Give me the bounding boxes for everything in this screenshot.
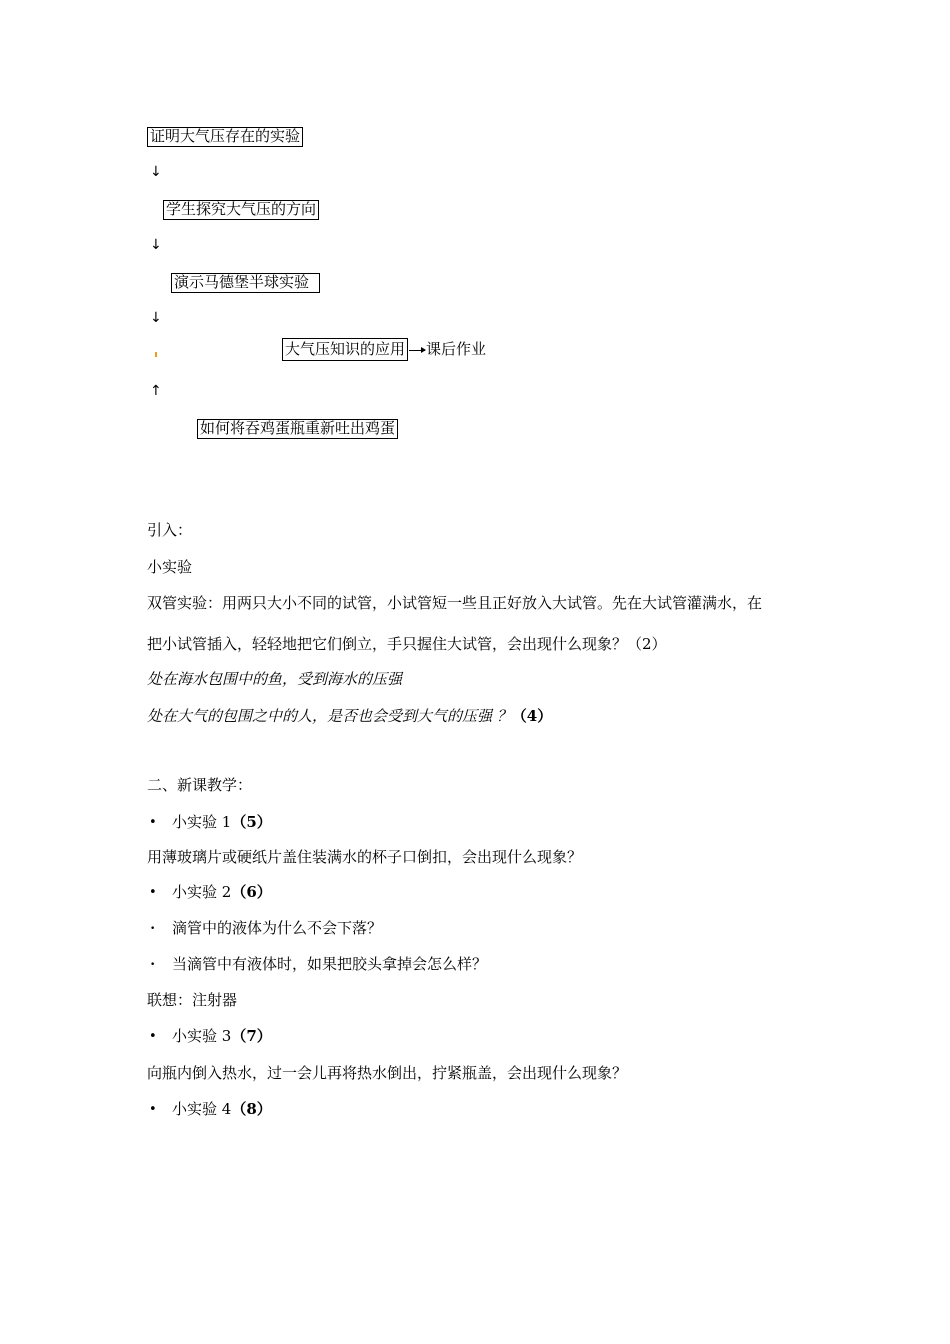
- experiment-2-row: [172, 885, 272, 900]
- lesson-heading: 二、新课教学：: [147, 776, 253, 794]
- orange-marker: [155, 352, 157, 357]
- association: 联想：注射器: [147, 991, 238, 1009]
- bullet-icon: •: [149, 885, 157, 900]
- arrow-down-icon: ↓: [150, 164, 162, 180]
- flow-step-2: 学生探究大气压的方向: [163, 200, 319, 220]
- intro-sub: 小实验: [147, 558, 193, 576]
- bullet-icon: •: [149, 1029, 157, 1044]
- arrow-down-icon: ↓: [150, 237, 162, 253]
- arrow-down-icon: ↓: [150, 310, 162, 326]
- arrow-right-icon: [409, 350, 425, 351]
- arrow-up-icon: ↑: [150, 383, 162, 399]
- flow-step-3: 演示马德堡半球实验: [171, 273, 320, 293]
- bullet-icon: •: [149, 815, 157, 830]
- experiment-3-row: [172, 1029, 272, 1044]
- experiment-2-number: （6）: [231, 883, 272, 901]
- flow-step-5: 如何将吞鸡蛋瓶重新吐出鸡蛋: [197, 419, 398, 439]
- intro-paragraph-line-2: 把小试管插入，轻轻地把它们倒立，手只握住大试管，会出现什么现象？（2）: [147, 635, 667, 653]
- experiment-4-label: 小实验 4: [172, 1100, 232, 1118]
- experiment-4-row: [172, 1102, 272, 1117]
- experiment-1-label: 小实验 1: [172, 813, 232, 831]
- experiment-3-label: 小实验 3: [172, 1027, 232, 1045]
- experiment-3-number: （7）: [231, 1027, 272, 1045]
- flow-step-4-row: [282, 342, 486, 357]
- bullet-icon: •: [150, 960, 156, 970]
- intro-paragraph-line-1: 双管实验：用两只大小不同的试管，小试管短一些且正好放入大试管。先在大试管灌满水，在: [147, 594, 763, 612]
- flow-step-4-target: 课后作业: [426, 340, 487, 358]
- intro-italic-2-row: [147, 709, 552, 724]
- question-1: 滴管中的液体为什么不会下落？: [172, 919, 383, 937]
- intro-italic-2: 处在大气的包围之中的人，是否也会受到大气的压强 ？: [147, 707, 512, 725]
- flow-step-1: 证明大气压存在的实验: [147, 127, 303, 147]
- experiment-1-description: 用薄玻璃片或硬纸片盖住装满水的杯子口倒扣，会出现什么现象？: [147, 848, 583, 866]
- intro-italic-2-number: （4）: [511, 707, 553, 725]
- experiment-4-number: （8）: [231, 1100, 272, 1118]
- intro-italic-1: 处在海水包围中的鱼，受到海水的压强: [147, 670, 403, 688]
- experiment-1-number: （5）: [231, 813, 272, 831]
- intro-heading: 引入：: [147, 521, 193, 539]
- flow-step-4: 大气压知识的应用: [282, 338, 408, 361]
- question-2: 当滴管中有液体时，如果把胶头拿掉会怎么样？: [172, 955, 488, 973]
- experiment-1-row: [172, 815, 272, 830]
- experiment-3-description: 向瓶内倒入热水，过一会儿再将热水倒出，拧紧瓶盖，会出现什么现象？: [147, 1064, 628, 1082]
- bullet-icon: •: [149, 1102, 157, 1117]
- experiment-2-label: 小实验 2: [172, 883, 232, 901]
- bullet-icon: •: [150, 924, 156, 934]
